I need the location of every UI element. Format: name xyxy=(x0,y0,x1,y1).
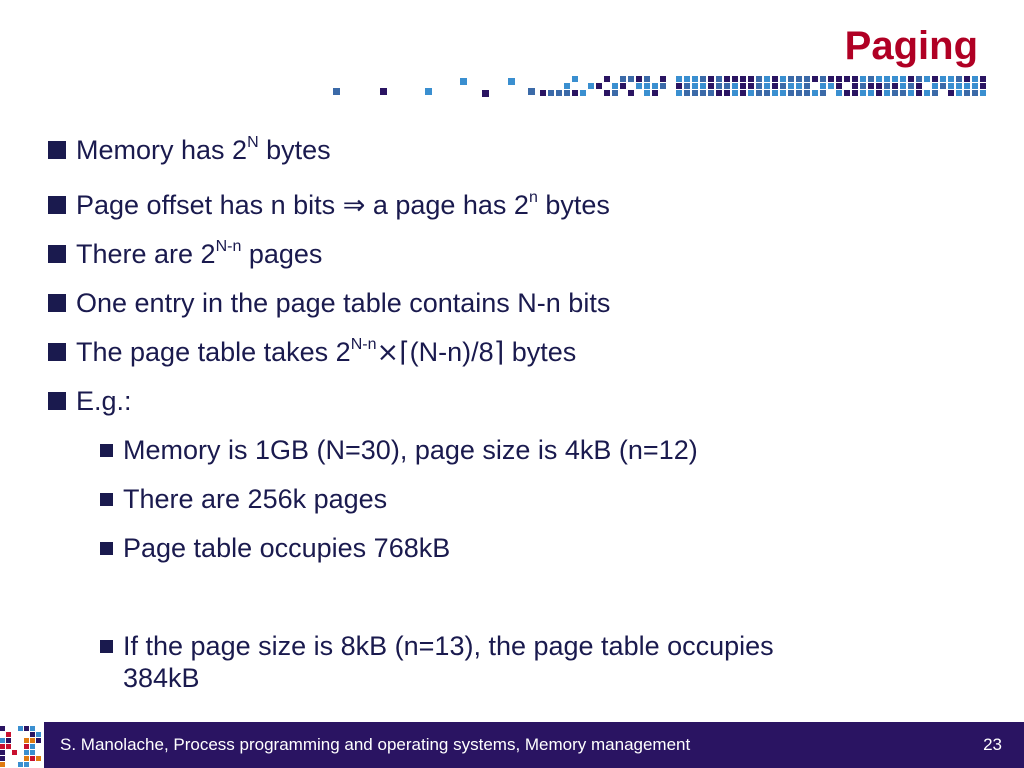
decorative-square xyxy=(612,90,618,96)
decorative-square xyxy=(900,83,906,89)
decorative-square xyxy=(724,76,730,82)
decorative-square xyxy=(916,90,922,96)
decorative-square xyxy=(852,83,858,89)
decorative-square xyxy=(788,76,794,82)
decorative-square xyxy=(900,76,906,82)
decorative-square xyxy=(932,76,938,82)
decorative-square xyxy=(972,90,978,96)
decorative-square xyxy=(564,83,570,89)
sub-bullet-square-icon xyxy=(100,640,113,653)
logo-tile xyxy=(0,726,5,731)
decorative-square xyxy=(660,76,666,82)
logo-tile xyxy=(0,744,5,749)
decorative-square xyxy=(948,83,954,89)
decorative-square xyxy=(980,83,986,89)
decorative-square xyxy=(708,90,714,96)
logo-tile xyxy=(0,732,5,737)
sub-bullet-square-icon xyxy=(100,444,113,457)
decorative-square xyxy=(732,90,738,96)
decorative-square xyxy=(972,83,978,89)
decorative-square xyxy=(740,83,746,89)
decorative-square xyxy=(972,76,978,82)
logo-tile xyxy=(6,738,11,743)
footer-text: S. Manolache, Process programming and operating systems, Memory management xyxy=(60,735,691,754)
decorative-square xyxy=(572,90,578,96)
logo-tile xyxy=(24,744,29,749)
decorative-square xyxy=(788,83,794,89)
decorative-square xyxy=(860,90,866,96)
decorative-square xyxy=(876,76,882,82)
decorative-square xyxy=(628,90,634,96)
decorative-square xyxy=(636,76,642,82)
decorative-square xyxy=(700,90,706,96)
decorative-square xyxy=(764,90,770,96)
decorative-square xyxy=(748,90,754,96)
decorative-square xyxy=(716,90,722,96)
decorative-square xyxy=(796,90,802,96)
page-number: 23 xyxy=(983,735,1002,754)
decorative-square xyxy=(700,83,706,89)
logo-tile xyxy=(18,738,23,743)
logo-tile xyxy=(36,756,41,761)
logo-tile xyxy=(0,750,5,755)
decorative-square xyxy=(676,83,682,89)
bullet-square-icon xyxy=(48,343,66,361)
decorative-square xyxy=(852,76,858,82)
decorative-square xyxy=(756,83,762,89)
decorative-square xyxy=(780,76,786,82)
decorative-square xyxy=(812,76,818,82)
bullet-square-icon xyxy=(48,141,66,159)
decorative-square xyxy=(612,83,618,89)
decorative-square xyxy=(732,83,738,89)
decorative-square xyxy=(724,83,730,89)
logo-tile xyxy=(18,726,23,731)
decorative-square xyxy=(828,83,834,89)
decorative-square xyxy=(860,76,866,82)
logo-tile xyxy=(30,750,35,755)
decorative-square xyxy=(780,83,786,89)
logo-tile xyxy=(0,738,5,743)
decorative-square xyxy=(836,83,842,89)
bullet-page-count: There are $2^{N-n}$ pages xyxy=(48,238,322,270)
decorative-square xyxy=(764,76,770,82)
decorative-square xyxy=(644,90,650,96)
decorative-square xyxy=(868,76,874,82)
decorative-square-pattern xyxy=(0,0,1024,110)
logo-tile xyxy=(30,756,35,761)
sub-bullet-square-icon xyxy=(100,493,113,506)
decorative-square xyxy=(820,76,826,82)
decorative-square xyxy=(748,83,754,89)
decorative-square xyxy=(740,90,746,96)
decorative-square xyxy=(764,83,770,89)
logo-tile xyxy=(30,726,35,731)
decorative-square xyxy=(892,90,898,96)
logo-tile xyxy=(18,762,23,767)
logo-tile xyxy=(24,738,29,743)
decorative-square xyxy=(660,83,666,89)
decorative-square xyxy=(788,90,794,96)
decorative-square xyxy=(804,90,810,96)
ceiling-left-icon: ⌈ xyxy=(399,337,410,368)
decorative-square xyxy=(844,90,850,96)
logo-tile xyxy=(36,738,41,743)
bullet-table-size: The page table takes $2^{N-n}\times⌈(N-n)/8⌉$ bytes xyxy=(48,336,576,369)
decorative-square xyxy=(908,83,914,89)
logo-tile xyxy=(36,744,41,749)
decorative-square xyxy=(692,83,698,89)
decorative-square xyxy=(828,76,834,82)
decorative-square xyxy=(940,83,946,89)
decorative-square xyxy=(948,76,954,82)
decorative-square xyxy=(884,90,890,96)
sub-bullet-page-count-example: There are 256k pages xyxy=(100,483,387,515)
decorative-square xyxy=(684,90,690,96)
decorative-square xyxy=(804,83,810,89)
decorative-square xyxy=(852,90,858,96)
decorative-square xyxy=(884,76,890,82)
decorative-square xyxy=(924,90,930,96)
decorative-square xyxy=(756,76,762,82)
decorative-square xyxy=(708,76,714,82)
slide-title: Paging xyxy=(844,24,978,68)
decorative-square xyxy=(588,83,594,89)
decorative-square xyxy=(780,90,786,96)
decorative-square xyxy=(772,76,778,82)
decorative-square xyxy=(644,76,650,82)
decorative-square xyxy=(836,90,842,96)
sub-bullet-table-size-example: Page table occupies 768kB xyxy=(100,532,450,564)
decorative-square xyxy=(684,76,690,82)
decorative-square xyxy=(876,83,882,89)
decorative-square xyxy=(528,88,535,95)
decorative-square xyxy=(844,76,850,82)
decorative-square xyxy=(820,90,826,96)
decorative-square xyxy=(460,78,467,85)
logo-tile xyxy=(24,750,29,755)
sub-bullet-square-icon xyxy=(100,542,113,555)
decorative-square xyxy=(908,76,914,82)
decorative-square xyxy=(924,76,930,82)
decorative-square xyxy=(572,76,578,82)
decorative-square xyxy=(892,83,898,89)
decorative-square xyxy=(804,76,810,82)
decorative-square xyxy=(628,76,634,82)
decorative-square xyxy=(380,88,387,95)
decorative-square xyxy=(940,76,946,82)
logo-tile xyxy=(30,738,35,743)
decorative-square xyxy=(980,90,986,96)
decorative-square xyxy=(876,90,882,96)
decorative-square xyxy=(732,76,738,82)
bullet-page-offset: Page offset has n bits ⇒ a page has 2$^n$ bytes xyxy=(48,189,610,222)
decorative-square xyxy=(692,90,698,96)
decorative-square xyxy=(540,90,546,96)
decorative-square xyxy=(676,76,682,82)
sub-bullet-memory-example: Memory is 1GB (N=30), page size is 4kB (n=12) xyxy=(100,434,698,466)
logo-tile xyxy=(30,762,35,767)
bullet-entry-size: One entry in the page table contains N-n bits xyxy=(48,287,610,319)
logo-tile xyxy=(12,762,17,767)
decorative-square xyxy=(772,90,778,96)
decorative-square xyxy=(684,83,690,89)
logo-tile xyxy=(30,744,35,749)
logo-tile xyxy=(24,756,29,761)
decorative-square xyxy=(948,90,954,96)
logo-tile xyxy=(0,762,5,767)
decorative-square xyxy=(604,90,610,96)
decorative-square xyxy=(796,76,802,82)
logo-tile xyxy=(6,744,11,749)
decorative-square xyxy=(620,76,626,82)
bullet-example: E.g.: xyxy=(48,385,132,417)
decorative-square xyxy=(956,83,962,89)
implies-arrow-icon: ⇒ xyxy=(342,190,366,221)
decorative-square xyxy=(820,83,826,89)
decorative-square xyxy=(620,83,626,89)
decorative-square xyxy=(932,83,938,89)
decorative-square xyxy=(868,83,874,89)
decorative-square xyxy=(652,83,658,89)
decorative-square xyxy=(692,76,698,82)
logo-tile xyxy=(12,726,17,731)
decorative-square xyxy=(892,76,898,82)
decorative-square xyxy=(748,76,754,82)
decorative-square xyxy=(724,90,730,96)
decorative-square xyxy=(548,90,554,96)
footer-bar xyxy=(0,722,1024,768)
decorative-square xyxy=(644,83,650,89)
logo-tile xyxy=(36,732,41,737)
decorative-square xyxy=(564,90,570,96)
decorative-square xyxy=(932,90,938,96)
logo-tile xyxy=(12,750,17,755)
decorative-square xyxy=(333,88,340,95)
decorative-square xyxy=(900,90,906,96)
logo-tile xyxy=(0,756,5,761)
decorative-square xyxy=(916,76,922,82)
decorative-square xyxy=(916,83,922,89)
decorative-square xyxy=(580,90,586,96)
decorative-square xyxy=(508,78,515,85)
bullet-square-icon xyxy=(48,294,66,312)
decorative-square xyxy=(604,76,610,82)
decorative-square xyxy=(796,83,802,89)
university-logo-icon xyxy=(0,722,44,768)
decorative-square xyxy=(860,83,866,89)
decorative-square xyxy=(596,83,602,89)
bullet-square-icon xyxy=(48,392,66,410)
decorative-square xyxy=(708,83,714,89)
decorative-square xyxy=(812,90,818,96)
decorative-square xyxy=(740,76,746,82)
decorative-square xyxy=(964,83,970,89)
logo-tile xyxy=(24,726,29,731)
decorative-square xyxy=(716,83,722,89)
decorative-square xyxy=(868,90,874,96)
decorative-square xyxy=(772,83,778,89)
decorative-square xyxy=(700,76,706,82)
bullet-square-icon xyxy=(48,196,66,214)
decorative-square xyxy=(756,90,762,96)
logo-tile xyxy=(24,762,29,767)
decorative-square xyxy=(908,90,914,96)
decorative-square xyxy=(956,90,962,96)
decorative-square xyxy=(425,88,432,95)
decorative-square xyxy=(556,90,562,96)
bullet-memory-size: Memory has $2^N$ bytes xyxy=(48,134,331,166)
logo-tile xyxy=(6,732,11,737)
decorative-square xyxy=(964,76,970,82)
decorative-square xyxy=(676,90,682,96)
bullet-square-icon xyxy=(48,245,66,263)
logo-tile xyxy=(30,732,35,737)
ceiling-right-icon: ⌉ xyxy=(493,337,505,368)
decorative-square xyxy=(836,76,842,82)
decorative-square xyxy=(482,90,489,97)
decorative-square xyxy=(716,76,722,82)
decorative-square xyxy=(652,90,658,96)
decorative-square xyxy=(956,76,962,82)
decorative-square xyxy=(884,83,890,89)
sub-bullet-8kb-example: If the page size is 8kB (n=13), the page table occupies 384kB xyxy=(100,630,774,694)
decorative-square xyxy=(636,83,642,89)
decorative-square xyxy=(980,76,986,82)
decorative-square xyxy=(964,90,970,96)
